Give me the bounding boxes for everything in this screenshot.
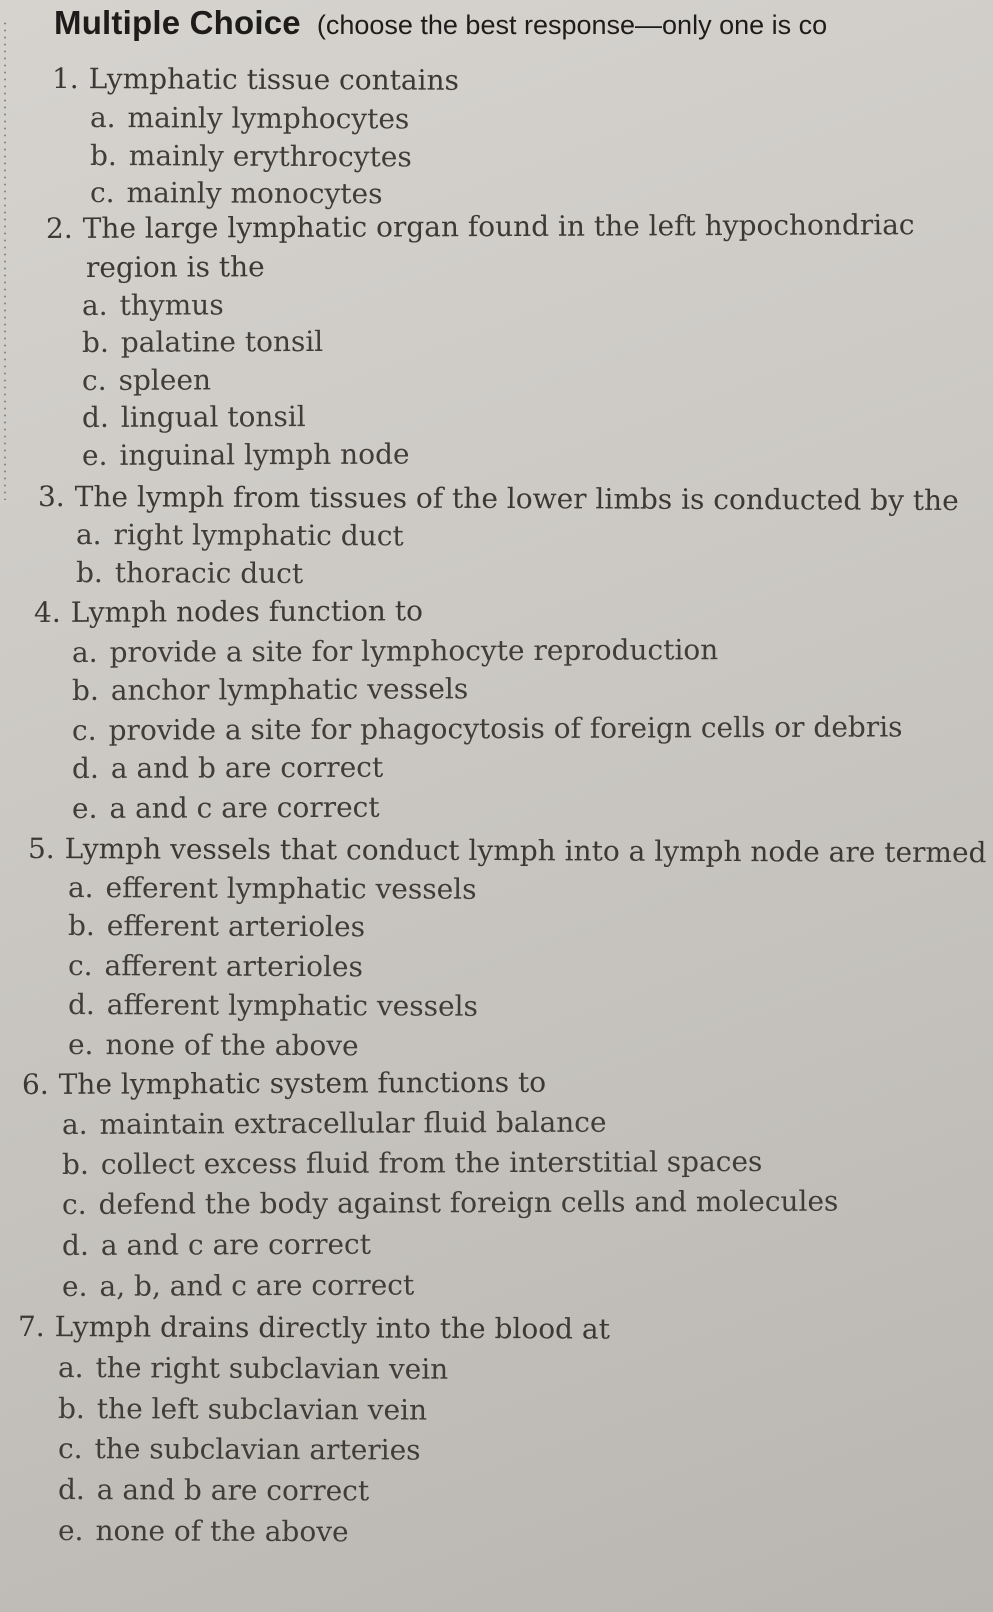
question-number: 2. [45,211,73,245]
option-letter: a. [89,101,116,135]
option-letter: e. [57,1514,84,1548]
option-text: afferent arterioles [104,949,363,984]
option-text: the left subclavian vein [96,1392,428,1427]
option-text: mainly lymphocytes [127,101,410,136]
answer-option [82,288,224,323]
option-text: thymus [119,288,224,322]
answer-option [72,791,380,826]
answer-option [72,751,383,786]
option-text: efferent lymphatic vessels [105,871,477,906]
option-letter: c. [67,949,93,983]
question-text: region is the [85,250,265,284]
answer-option [82,325,323,360]
answer-option [90,101,409,136]
option-text: afferent lymphatic vessels [106,988,478,1023]
option-text: collect excess fluid from the interstitial spaces [100,1144,763,1181]
option-letter: c. [71,713,97,747]
option-letter: b. [61,1147,89,1181]
answer-option [62,1185,839,1222]
option-text: provide a site for phagocytosis of foreign cells or debris [108,710,903,747]
option-letter: d. [57,1473,85,1507]
question-number: 3. [37,480,65,514]
answer-option [68,1028,359,1063]
option-text: inguinal lymph node [119,437,410,472]
answer-option [62,1268,414,1304]
option-text: a and c are correct [109,790,380,825]
option-text: the subclavian arteries [94,1432,421,1467]
option-letter: e. [61,1269,88,1303]
option-letter: c. [89,176,115,210]
option-letter: e. [71,791,98,825]
answer-option [82,363,211,398]
option-text: right lymphatic duct [113,518,404,553]
option-text: mainly erythrocytes [128,139,412,174]
option-letter: a. [75,518,102,552]
option-letter: a. [61,1107,88,1141]
question-stem [18,1310,610,1347]
answer-option [58,1392,427,1428]
answer-option [68,909,365,944]
option-text: maintain extracellular fluid balance [99,1105,607,1141]
option-text: efferent arterioles [106,909,366,944]
answer-option [90,176,383,211]
answer-option [58,1514,349,1549]
answer-option [82,438,410,473]
answer-option [76,518,404,553]
answer-option [76,556,303,591]
answer-option [72,672,468,708]
answer-option [62,1106,607,1142]
question-stem [28,832,987,870]
option-letter: a. [71,635,98,669]
answer-option [72,710,903,748]
option-letter: d. [81,400,109,434]
question-stem [52,62,459,98]
question-stem [38,480,959,518]
option-text: a and b are correct [96,1473,370,1508]
option-letter: a. [67,871,94,905]
answer-option [62,1228,371,1263]
answer-option [72,633,718,670]
answer-option [68,871,477,907]
option-text: defend the body against foreign cells and molecules [98,1184,839,1221]
option-letter: c. [81,363,107,397]
option-letter: d. [67,988,95,1022]
option-letter: d. [61,1228,89,1262]
question-number: 7. [17,1310,45,1344]
option-text: provide a site for lymphocyte reproduction [109,633,719,669]
question-stem [46,208,915,246]
option-text: spleen [118,363,212,397]
option-text: thoracic duct [114,556,304,590]
question-text: Lymph nodes function to [70,594,423,629]
answer-option [58,1473,369,1508]
option-letter: a. [57,1351,84,1385]
option-text: a, b, and c are correct [99,1268,415,1303]
option-letter: b. [57,1392,85,1426]
option-text: lingual tonsil [120,400,306,434]
question-number: 5. [27,832,55,866]
option-letter: b. [89,139,117,173]
option-letter: e. [81,438,108,472]
option-letter: b. [71,673,99,707]
answer-option [58,1432,421,1468]
option-text: the right subclavian vein [95,1351,449,1386]
question-number: 4. [33,595,61,629]
answer-option [58,1351,448,1387]
option-text: anchor lymphatic vessels [110,672,469,707]
option-letter: e. [67,1028,94,1062]
option-text: a and c are correct [100,1227,371,1262]
option-letter: b. [75,556,103,590]
option-text: palatine tonsil [120,324,324,359]
question-stem-continued [86,250,265,285]
question-text: The lymphatic system functions to [58,1065,547,1101]
question-text: Lymph vessels that conduct lymph into a lymph node are termed [64,832,987,870]
answer-option [68,988,478,1024]
option-text: none of the above [95,1514,349,1549]
question-number: 1. [51,62,79,96]
question-stem [22,1066,546,1102]
question-number: 6. [21,1067,49,1101]
question-text: The lymph from tissues of the lower limbs is conducted by the [74,480,959,518]
option-letter: c. [57,1432,83,1466]
option-letter: a. [81,288,108,322]
answer-option [90,139,412,174]
option-letter: b. [81,325,109,359]
question-stem [34,594,423,630]
option-text: mainly monocytes [126,176,383,211]
answer-option [68,949,363,984]
question-text: Lymphatic tissue contains [88,62,460,97]
option-text: a and b are correct [110,750,384,785]
section-instruction: (choose the best response—only one is co [316,10,828,40]
answer-option [62,1145,763,1182]
question-text: Lymph drains directly into the blood at [54,1310,610,1346]
option-letter: d. [71,751,99,785]
option-letter: c. [61,1187,87,1221]
question-text: The large lymphatic organ found in the left hypochondriac [82,208,915,245]
option-text: none of the above [105,1028,359,1063]
option-letter: b. [67,909,95,943]
answer-option [82,400,306,435]
section-title: Multiple Choice [54,4,301,41]
